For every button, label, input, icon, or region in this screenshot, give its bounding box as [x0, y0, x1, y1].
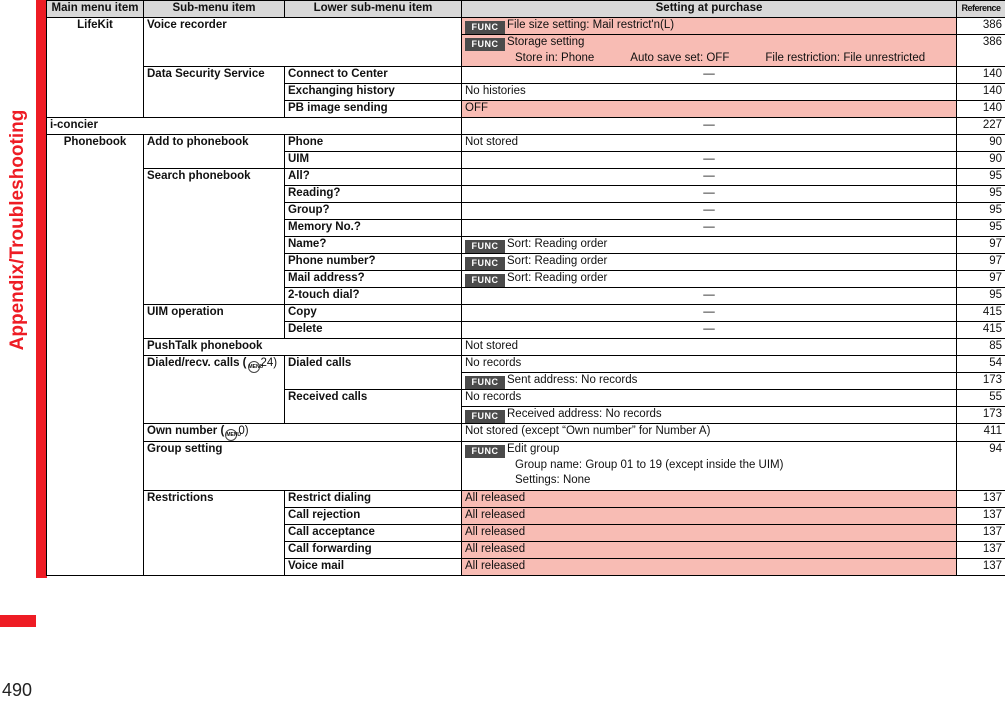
setting-cell: All released — [462, 525, 957, 542]
ref-cell: 415 — [957, 322, 1005, 339]
sub-item: UIM operation — [144, 305, 285, 339]
ref-cell: 411 — [957, 424, 1005, 442]
ref-cell: 173 — [957, 373, 1005, 390]
setting-cell: Not stored — [462, 135, 957, 152]
table-row — [47, 305, 1005, 322]
sub-item: Add to phonebook — [144, 135, 285, 169]
setting-cell: — — [462, 67, 957, 84]
func-icon: FUNC — [465, 38, 505, 51]
sub-item: Voice recorder — [144, 18, 462, 67]
header-ref: Reference — [957, 1, 1005, 18]
table-row — [47, 339, 1005, 356]
setting-cell: — — [462, 118, 957, 135]
setting-cell: FUNC Received address: No records — [462, 407, 957, 424]
ref-cell: 137 — [957, 508, 1005, 525]
table-row — [47, 135, 1005, 152]
table-row — [47, 442, 1005, 491]
side-accent-block — [0, 615, 36, 627]
func-icon: FUNC — [465, 21, 505, 34]
ref-cell: 140 — [957, 101, 1005, 118]
setting-cell: FUNC Sort: Reading order — [462, 237, 957, 254]
setting-cell: No records — [462, 356, 957, 373]
ref-cell: 95 — [957, 169, 1005, 186]
lower-item: UIM — [285, 152, 462, 169]
header-sub: Sub-menu item — [144, 1, 285, 18]
setting-cell: All released — [462, 559, 957, 576]
ref-cell: 90 — [957, 152, 1005, 169]
ref-cell: 386 — [957, 35, 1005, 67]
setting-cell: FUNC Sort: Reading order — [462, 271, 957, 288]
lower-item: Call acceptance — [285, 525, 462, 542]
lower-item: Copy — [285, 305, 462, 322]
setting-cell: — — [462, 288, 957, 305]
sub-item: Search phonebook — [144, 169, 285, 305]
lower-item: Mail address? — [285, 271, 462, 288]
setting-cell: No records — [462, 390, 957, 407]
ref-cell: 94 — [957, 442, 1005, 491]
table-row — [47, 356, 1005, 373]
lower-item: Voice mail — [285, 559, 462, 576]
ref-cell: 97 — [957, 271, 1005, 288]
setting-cell: No histories — [462, 84, 957, 101]
ref-cell: 140 — [957, 67, 1005, 84]
main-item: Phonebook — [47, 135, 144, 576]
header-lower: Lower sub-menu item — [285, 1, 462, 18]
func-icon: FUNC — [465, 410, 505, 423]
header-main: Main menu item — [47, 1, 144, 18]
func-icon: FUNC — [465, 274, 505, 287]
ref-cell: 173 — [957, 407, 1005, 424]
sub-item: Dialed/recv. calls ( MENU24) — [144, 356, 285, 424]
sub-item: Group setting — [144, 442, 462, 491]
setting-cell: FUNC Sort: Reading order — [462, 254, 957, 271]
header-setting: Setting at purchase — [462, 1, 957, 18]
menu-key-icon: MENU — [248, 361, 260, 373]
setting-cell: All released — [462, 491, 957, 508]
lower-item: Connect to Center — [285, 67, 462, 84]
main-item: LifeKit — [47, 18, 144, 118]
table-header-row — [47, 1, 1005, 18]
lower-item: Reading? — [285, 186, 462, 203]
ref-cell: 95 — [957, 203, 1005, 220]
table-row — [47, 424, 1005, 442]
setting-cell: FUNC Sent address: No records — [462, 373, 957, 390]
side-tab — [0, 0, 36, 578]
table-row — [47, 118, 1005, 135]
ref-cell: 95 — [957, 186, 1005, 203]
func-icon: FUNC — [465, 240, 505, 253]
lower-item: Name? — [285, 237, 462, 254]
setting-cell: FUNC Storage setting Store in: Phone Auto save set: OFF File restriction: File unrestricted — [462, 35, 957, 67]
ref-cell: 137 — [957, 542, 1005, 559]
lower-item: PB image sending — [285, 101, 462, 118]
setting-cell: FUNC File size setting: Mail restrict'n(L) — [462, 18, 957, 35]
ref-cell: 137 — [957, 559, 1005, 576]
setting-cell: — — [462, 305, 957, 322]
ref-cell: 95 — [957, 220, 1005, 237]
func-icon: FUNC — [465, 445, 505, 458]
setting-cell: — — [462, 322, 957, 339]
ref-cell: 415 — [957, 305, 1005, 322]
ref-cell: 90 — [957, 135, 1005, 152]
lower-item: All? — [285, 169, 462, 186]
ref-cell: 97 — [957, 237, 1005, 254]
setting-cell: — — [462, 203, 957, 220]
table-row — [47, 491, 1005, 508]
setting-cell: — — [462, 220, 957, 237]
main-item: i-concier — [47, 118, 462, 135]
setting-cell: — — [462, 186, 957, 203]
table-row — [47, 18, 1005, 35]
lower-item: Exchanging history — [285, 84, 462, 101]
sub-item: Data Security Service — [144, 67, 285, 118]
ref-cell: 85 — [957, 339, 1005, 356]
section-label: Appendix/Troubleshooting — [7, 110, 29, 351]
ref-cell: 97 — [957, 254, 1005, 271]
func-icon: FUNC — [465, 376, 505, 389]
menu-key-icon: MENU — [225, 429, 237, 441]
lower-item: Group? — [285, 203, 462, 220]
ref-cell: 54 — [957, 356, 1005, 373]
ref-cell: 227 — [957, 118, 1005, 135]
setting-cell: All released — [462, 508, 957, 525]
table-row — [47, 169, 1005, 186]
setting-cell: — — [462, 169, 957, 186]
lower-item: Received calls — [285, 390, 462, 424]
sub-item: Restrictions — [144, 491, 285, 576]
lower-item: Restrict dialing — [285, 491, 462, 508]
lower-item: Delete — [285, 322, 462, 339]
ref-cell: 95 — [957, 288, 1005, 305]
settings-table — [46, 0, 1005, 576]
sub-item: PushTalk phonebook — [144, 339, 462, 356]
lower-item: Phone number? — [285, 254, 462, 271]
ref-cell: 386 — [957, 18, 1005, 35]
func-icon: FUNC — [465, 257, 505, 270]
setting-cell: OFF — [462, 101, 957, 118]
table-row — [47, 67, 1005, 84]
ref-cell: 137 — [957, 525, 1005, 542]
lower-item: 2-touch dial? — [285, 288, 462, 305]
setting-cell: — — [462, 152, 957, 169]
lower-item: Call forwarding — [285, 542, 462, 559]
setting-cell: All released — [462, 542, 957, 559]
ref-cell: 137 — [957, 491, 1005, 508]
lower-item: Call rejection — [285, 508, 462, 525]
sub-item: Own number ( MENU0) — [144, 424, 462, 442]
setting-cell: Not stored — [462, 339, 957, 356]
page-number: 490 — [2, 680, 32, 701]
lower-item: Dialed calls — [285, 356, 462, 390]
setting-cell: FUNC Edit group Group name: Group 01 to 19 (except inside the UIM) Settings: None — [462, 442, 957, 491]
setting-cell: Not stored (except “Own number” for Number A) — [462, 424, 957, 442]
ref-cell: 140 — [957, 84, 1005, 101]
lower-item: Memory No.? — [285, 220, 462, 237]
ref-cell: 55 — [957, 390, 1005, 407]
lower-item: Phone — [285, 135, 462, 152]
